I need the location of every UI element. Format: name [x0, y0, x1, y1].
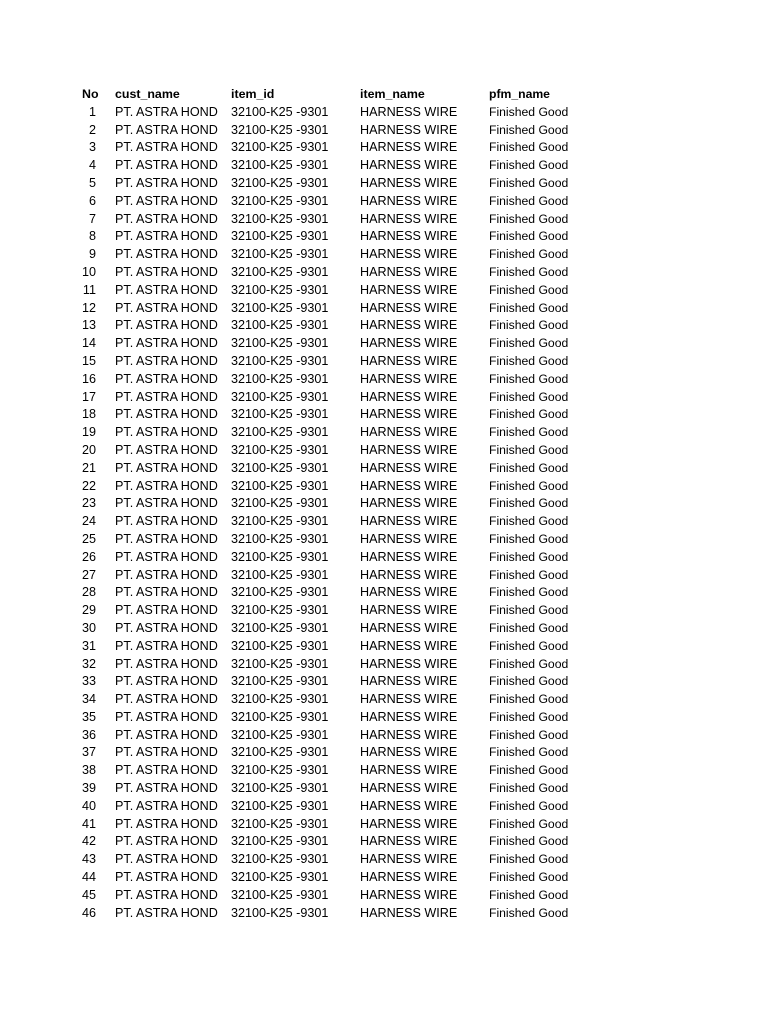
cell-item-name: HARNESS WIRE — [360, 158, 458, 173]
cell-item-name: HARNESS WIRE — [360, 211, 458, 226]
cell-pfm-name: Finished Good — [489, 104, 569, 119]
cell-pfm-name: Finished Good — [489, 674, 569, 689]
cell-item-name: HARNESS WIRE — [360, 870, 458, 885]
cell-pfm-name: Finished Good — [489, 318, 569, 333]
cell-pfm-name: Finished Good — [489, 656, 569, 671]
table-row — [0, 638, 768, 656]
cell-no: 5 — [88, 175, 96, 190]
cell-cust-name: PT. ASTRA HOND — [115, 175, 218, 190]
cell-cust-name: PT. ASTRA HOND — [115, 389, 218, 404]
table-row — [0, 406, 768, 424]
cell-cust-name: PT. ASTRA HOND — [115, 745, 218, 760]
cell-no: 44 — [81, 870, 96, 885]
cell-item-id: 32100-K25 -9301 — [231, 264, 329, 279]
cell-pfm-name: Finished Good — [489, 175, 569, 190]
table-row — [0, 478, 768, 496]
cell-no: 38 — [81, 763, 96, 778]
table-row — [0, 353, 768, 371]
cell-item-name: HARNESS WIRE — [360, 300, 458, 315]
cell-no: 36 — [81, 727, 96, 742]
table-row — [0, 531, 768, 549]
cell-pfm-name: Finished Good — [489, 585, 569, 600]
cell-item-id: 32100-K25 -9301 — [231, 158, 329, 173]
cell-pfm-name: Finished Good — [489, 425, 569, 440]
cell-item-id: 32100-K25 -9301 — [231, 870, 329, 885]
cell-no: 17 — [81, 389, 96, 404]
cell-item-name: HARNESS WIRE — [360, 567, 458, 582]
cell-item-name: HARNESS WIRE — [360, 603, 458, 618]
cell-no: 23 — [81, 496, 96, 511]
table-row — [0, 264, 768, 282]
table-row — [0, 762, 768, 780]
cell-item-name: HARNESS WIRE — [360, 905, 458, 920]
cell-no: 41 — [81, 816, 96, 831]
table-body — [0, 104, 768, 923]
cell-no: 22 — [81, 478, 96, 493]
cell-item-name: HARNESS WIRE — [360, 229, 458, 244]
cell-pfm-name: Finished Good — [489, 638, 569, 653]
cell-item-id: 32100-K25 -9301 — [231, 460, 329, 475]
cell-no: 18 — [81, 407, 96, 422]
cell-no: 3 — [88, 140, 96, 155]
table-row — [0, 887, 768, 905]
cell-item-name: HARNESS WIRE — [360, 727, 458, 742]
cell-no: 14 — [81, 336, 96, 351]
cell-pfm-name: Finished Good — [489, 264, 569, 279]
cell-item-id: 32100-K25 -9301 — [231, 763, 329, 778]
table-row — [0, 389, 768, 407]
cell-pfm-name: Finished Good — [489, 852, 569, 867]
cell-cust-name: PT. ASTRA HOND — [115, 514, 218, 529]
cell-no: 33 — [81, 674, 96, 689]
cell-no: 9 — [88, 247, 96, 262]
table-row — [0, 157, 768, 175]
table-row — [0, 673, 768, 691]
cell-pfm-name: Finished Good — [489, 247, 569, 262]
cell-pfm-name: Finished Good — [489, 603, 569, 618]
cell-item-name: HARNESS WIRE — [360, 549, 458, 564]
cell-cust-name: PT. ASTRA HOND — [115, 425, 218, 440]
cell-item-name: HARNESS WIRE — [360, 140, 458, 155]
cell-cust-name: PT. ASTRA HOND — [115, 798, 218, 813]
cell-no: 15 — [81, 353, 96, 368]
cell-no: 16 — [81, 371, 96, 386]
cell-item-name: HARNESS WIRE — [360, 585, 458, 600]
cell-pfm-name: Finished Good — [489, 460, 569, 475]
cell-pfm-name: Finished Good — [489, 834, 569, 849]
cell-no: 2 — [88, 122, 96, 137]
cell-item-id: 32100-K25 -9301 — [231, 389, 329, 404]
cell-cust-name: PT. ASTRA HOND — [115, 585, 218, 600]
cell-cust-name: PT. ASTRA HOND — [115, 122, 218, 137]
cell-item-name: HARNESS WIRE — [360, 852, 458, 867]
cell-no: 40 — [81, 798, 96, 813]
cell-item-name: HARNESS WIRE — [360, 478, 458, 493]
table-row — [0, 709, 768, 727]
cell-pfm-name: Finished Good — [489, 727, 569, 742]
cell-item-name: HARNESS WIRE — [360, 407, 458, 422]
cell-pfm-name: Finished Good — [489, 300, 569, 315]
cell-no: 24 — [81, 514, 96, 529]
cell-pfm-name: Finished Good — [489, 478, 569, 493]
cell-item-id: 32100-K25 -9301 — [231, 781, 329, 796]
cell-item-name: HARNESS WIRE — [360, 460, 458, 475]
cell-no: 30 — [81, 620, 96, 635]
table-row — [0, 442, 768, 460]
cell-item-id: 32100-K25 -9301 — [231, 211, 329, 226]
table-row — [0, 460, 768, 478]
cell-item-id: 32100-K25 -9301 — [231, 549, 329, 564]
table-row — [0, 193, 768, 211]
cell-item-id: 32100-K25 -9301 — [231, 442, 329, 457]
cell-item-name: HARNESS WIRE — [360, 620, 458, 635]
table-row — [0, 602, 768, 620]
cell-cust-name: PT. ASTRA HOND — [115, 193, 218, 208]
table-row — [0, 833, 768, 851]
table-row — [0, 495, 768, 513]
cell-cust-name: PT. ASTRA HOND — [115, 603, 218, 618]
cell-item-id: 32100-K25 -9301 — [231, 798, 329, 813]
cell-pfm-name: Finished Good — [489, 193, 569, 208]
cell-cust-name: PT. ASTRA HOND — [115, 870, 218, 885]
cell-cust-name: PT. ASTRA HOND — [115, 264, 218, 279]
cell-cust-name: PT. ASTRA HOND — [115, 460, 218, 475]
cell-item-id: 32100-K25 -9301 — [231, 140, 329, 155]
cell-pfm-name: Finished Good — [489, 389, 569, 404]
cell-item-name: HARNESS WIRE — [360, 389, 458, 404]
cell-no: 42 — [81, 834, 96, 849]
cell-item-id: 32100-K25 -9301 — [231, 852, 329, 867]
cell-cust-name: PT. ASTRA HOND — [115, 353, 218, 368]
cell-pfm-name: Finished Good — [489, 229, 569, 244]
cell-item-id: 32100-K25 -9301 — [231, 514, 329, 529]
cell-pfm-name: Finished Good — [489, 531, 569, 546]
cell-pfm-name: Finished Good — [489, 798, 569, 813]
cell-item-name: HARNESS WIRE — [360, 193, 458, 208]
cell-no: 35 — [81, 709, 96, 724]
cell-item-name: HARNESS WIRE — [360, 496, 458, 511]
cell-no: 13 — [81, 318, 96, 333]
cell-item-name: HARNESS WIRE — [360, 674, 458, 689]
cell-no: 1 — [88, 104, 96, 119]
cell-item-id: 32100-K25 -9301 — [231, 407, 329, 422]
cell-cust-name: PT. ASTRA HOND — [115, 496, 218, 511]
cell-item-id: 32100-K25 -9301 — [231, 531, 329, 546]
cell-pfm-name: Finished Good — [489, 282, 569, 297]
cell-item-id: 32100-K25 -9301 — [231, 709, 329, 724]
cell-item-name: HARNESS WIRE — [360, 122, 458, 137]
cell-no: 11 — [82, 282, 96, 297]
cell-item-id: 32100-K25 -9301 — [231, 567, 329, 582]
cell-item-id: 32100-K25 -9301 — [231, 300, 329, 315]
cell-pfm-name: Finished Good — [489, 567, 569, 582]
cell-cust-name: PT. ASTRA HOND — [115, 905, 218, 920]
cell-no: 46 — [81, 905, 96, 920]
cell-pfm-name: Finished Good — [489, 496, 569, 511]
cell-item-id: 32100-K25 -9301 — [231, 834, 329, 849]
table-row — [0, 549, 768, 567]
cell-item-name: HARNESS WIRE — [360, 834, 458, 849]
cell-pfm-name: Finished Good — [489, 763, 569, 778]
cell-item-id: 32100-K25 -9301 — [231, 745, 329, 760]
cell-no: 12 — [81, 300, 96, 315]
cell-cust-name: PT. ASTRA HOND — [115, 656, 218, 671]
table-row — [0, 228, 768, 246]
header-item-name: item_name — [360, 87, 425, 101]
cell-item-id: 32100-K25 -9301 — [231, 353, 329, 368]
cell-cust-name: PT. ASTRA HOND — [115, 158, 218, 173]
cell-pfm-name: Finished Good — [489, 442, 569, 457]
cell-item-id: 32100-K25 -9301 — [231, 247, 329, 262]
cell-cust-name: PT. ASTRA HOND — [115, 567, 218, 582]
cell-item-name: HARNESS WIRE — [360, 353, 458, 368]
cell-cust-name: PT. ASTRA HOND — [115, 852, 218, 867]
cell-no: 43 — [81, 852, 96, 867]
cell-no: 28 — [81, 585, 96, 600]
cell-item-id: 32100-K25 -9301 — [231, 905, 329, 920]
cell-pfm-name: Finished Good — [489, 781, 569, 796]
cell-no: 45 — [81, 887, 96, 902]
cell-pfm-name: Finished Good — [489, 407, 569, 422]
cell-cust-name: PT. ASTRA HOND — [115, 478, 218, 493]
table-header-row — [0, 86, 768, 104]
cell-cust-name: PT. ASTRA HOND — [115, 140, 218, 155]
cell-pfm-name: Finished Good — [489, 140, 569, 155]
cell-pfm-name: Finished Good — [489, 211, 569, 226]
table-row — [0, 246, 768, 264]
table-row — [0, 300, 768, 318]
cell-cust-name: PT. ASTRA HOND — [115, 727, 218, 742]
cell-item-id: 32100-K25 -9301 — [231, 603, 329, 618]
cell-item-name: HARNESS WIRE — [360, 656, 458, 671]
table-row — [0, 780, 768, 798]
header-pfm-name: pfm_name — [489, 87, 550, 101]
cell-cust-name: PT. ASTRA HOND — [115, 442, 218, 457]
cell-item-name: HARNESS WIRE — [360, 781, 458, 796]
cell-cust-name: PT. ASTRA HOND — [115, 834, 218, 849]
cell-pfm-name: Finished Good — [489, 745, 569, 760]
cell-item-id: 32100-K25 -9301 — [231, 336, 329, 351]
cell-pfm-name: Finished Good — [489, 353, 569, 368]
cell-pfm-name: Finished Good — [489, 371, 569, 386]
cell-pfm-name: Finished Good — [489, 336, 569, 351]
cell-item-id: 32100-K25 -9301 — [231, 478, 329, 493]
cell-no: 37 — [81, 745, 96, 760]
table-row — [0, 744, 768, 762]
cell-item-id: 32100-K25 -9301 — [231, 371, 329, 386]
cell-no: 25 — [81, 531, 96, 546]
cell-cust-name: PT. ASTRA HOND — [115, 336, 218, 351]
header-no: No — [82, 87, 99, 101]
table-row — [0, 513, 768, 531]
cell-item-id: 32100-K25 -9301 — [231, 496, 329, 511]
cell-item-id: 32100-K25 -9301 — [231, 727, 329, 742]
table-row — [0, 317, 768, 335]
cell-pfm-name: Finished Good — [489, 816, 569, 831]
cell-cust-name: PT. ASTRA HOND — [115, 638, 218, 653]
table-row — [0, 175, 768, 193]
table-row — [0, 727, 768, 745]
cell-pfm-name: Finished Good — [489, 514, 569, 529]
table-row — [0, 122, 768, 140]
cell-item-name: HARNESS WIRE — [360, 692, 458, 707]
cell-no: 6 — [88, 193, 96, 208]
cell-cust-name: PT. ASTRA HOND — [115, 531, 218, 546]
cell-item-id: 32100-K25 -9301 — [231, 175, 329, 190]
cell-item-name: HARNESS WIRE — [360, 638, 458, 653]
cell-cust-name: PT. ASTRA HOND — [115, 674, 218, 689]
cell-item-id: 32100-K25 -9301 — [231, 104, 329, 119]
cell-item-id: 32100-K25 -9301 — [231, 638, 329, 653]
cell-pfm-name: Finished Good — [489, 549, 569, 564]
cell-item-name: HARNESS WIRE — [360, 709, 458, 724]
cell-item-name: HARNESS WIRE — [360, 336, 458, 351]
cell-item-name: HARNESS WIRE — [360, 531, 458, 546]
table-row — [0, 104, 768, 122]
cell-item-id: 32100-K25 -9301 — [231, 122, 329, 137]
cell-cust-name: PT. ASTRA HOND — [115, 709, 218, 724]
cell-no: 8 — [88, 229, 96, 244]
cell-item-name: HARNESS WIRE — [360, 104, 458, 119]
cell-item-name: HARNESS WIRE — [360, 371, 458, 386]
cell-cust-name: PT. ASTRA HOND — [115, 318, 218, 333]
cell-cust-name: PT. ASTRA HOND — [115, 887, 218, 902]
cell-cust-name: PT. ASTRA HOND — [115, 104, 218, 119]
cell-pfm-name: Finished Good — [489, 122, 569, 137]
cell-no: 26 — [81, 549, 96, 564]
cell-item-name: HARNESS WIRE — [360, 887, 458, 902]
table-row — [0, 869, 768, 887]
cell-item-name: HARNESS WIRE — [360, 442, 458, 457]
cell-no: 31 — [81, 638, 96, 653]
cell-no: 32 — [81, 656, 96, 671]
cell-cust-name: PT. ASTRA HOND — [115, 620, 218, 635]
cell-cust-name: PT. ASTRA HOND — [115, 692, 218, 707]
cell-item-id: 32100-K25 -9301 — [231, 585, 329, 600]
cell-item-id: 32100-K25 -9301 — [231, 193, 329, 208]
cell-cust-name: PT. ASTRA HOND — [115, 371, 218, 386]
cell-cust-name: PT. ASTRA HOND — [115, 282, 218, 297]
table-row — [0, 691, 768, 709]
cell-cust-name: PT. ASTRA HOND — [115, 549, 218, 564]
cell-item-name: HARNESS WIRE — [360, 798, 458, 813]
table-row — [0, 282, 768, 300]
table-row — [0, 905, 768, 923]
cell-no: 10 — [81, 264, 96, 279]
cell-pfm-name: Finished Good — [489, 887, 569, 902]
table-row — [0, 371, 768, 389]
cell-no: 7 — [88, 211, 96, 226]
cell-no: 19 — [81, 425, 96, 440]
cell-item-id: 32100-K25 -9301 — [231, 656, 329, 671]
cell-pfm-name: Finished Good — [489, 870, 569, 885]
table-row — [0, 816, 768, 834]
cell-item-name: HARNESS WIRE — [360, 264, 458, 279]
cell-item-id: 32100-K25 -9301 — [231, 674, 329, 689]
cell-item-name: HARNESS WIRE — [360, 816, 458, 831]
table-row — [0, 211, 768, 229]
table-row — [0, 139, 768, 157]
table-row — [0, 335, 768, 353]
table-row — [0, 851, 768, 869]
cell-no: 27 — [81, 567, 96, 582]
cell-item-name: HARNESS WIRE — [360, 763, 458, 778]
cell-cust-name: PT. ASTRA HOND — [115, 211, 218, 226]
cell-item-name: HARNESS WIRE — [360, 318, 458, 333]
cell-no: 21 — [81, 460, 96, 475]
cell-item-id: 32100-K25 -9301 — [231, 692, 329, 707]
table-row — [0, 424, 768, 442]
cell-cust-name: PT. ASTRA HOND — [115, 781, 218, 796]
cell-item-name: HARNESS WIRE — [360, 514, 458, 529]
cell-item-name: HARNESS WIRE — [360, 745, 458, 760]
cell-item-name: HARNESS WIRE — [360, 425, 458, 440]
cell-cust-name: PT. ASTRA HOND — [115, 229, 218, 244]
data-table — [0, 86, 768, 922]
cell-cust-name: PT. ASTRA HOND — [115, 407, 218, 422]
cell-no: 39 — [81, 781, 96, 796]
cell-item-id: 32100-K25 -9301 — [231, 425, 329, 440]
cell-cust-name: PT. ASTRA HOND — [115, 247, 218, 262]
header-cust-name: cust_name — [115, 87, 180, 101]
cell-pfm-name: Finished Good — [489, 158, 569, 173]
cell-item-id: 32100-K25 -9301 — [231, 887, 329, 902]
cell-item-id: 32100-K25 -9301 — [231, 229, 329, 244]
cell-pfm-name: Finished Good — [489, 709, 569, 724]
cell-no: 29 — [81, 603, 96, 618]
cell-item-name: HARNESS WIRE — [360, 247, 458, 262]
cell-item-name: HARNESS WIRE — [360, 175, 458, 190]
cell-cust-name: PT. ASTRA HOND — [115, 300, 218, 315]
table-row — [0, 656, 768, 674]
header-item-id: item_id — [231, 87, 275, 101]
table-row — [0, 567, 768, 585]
table-row — [0, 620, 768, 638]
cell-no: 34 — [81, 692, 96, 707]
cell-item-id: 32100-K25 -9301 — [231, 816, 329, 831]
cell-cust-name: PT. ASTRA HOND — [115, 763, 218, 778]
cell-pfm-name: Finished Good — [489, 905, 569, 920]
cell-item-id: 32100-K25 -9301 — [231, 620, 329, 635]
cell-item-id: 32100-K25 -9301 — [231, 282, 329, 297]
table-row — [0, 584, 768, 602]
cell-pfm-name: Finished Good — [489, 620, 569, 635]
cell-item-name: HARNESS WIRE — [360, 282, 458, 297]
cell-no: 4 — [88, 158, 96, 173]
cell-pfm-name: Finished Good — [489, 692, 569, 707]
table-row — [0, 798, 768, 816]
cell-no: 20 — [81, 442, 96, 457]
cell-cust-name: PT. ASTRA HOND — [115, 816, 218, 831]
cell-item-id: 32100-K25 -9301 — [231, 318, 329, 333]
